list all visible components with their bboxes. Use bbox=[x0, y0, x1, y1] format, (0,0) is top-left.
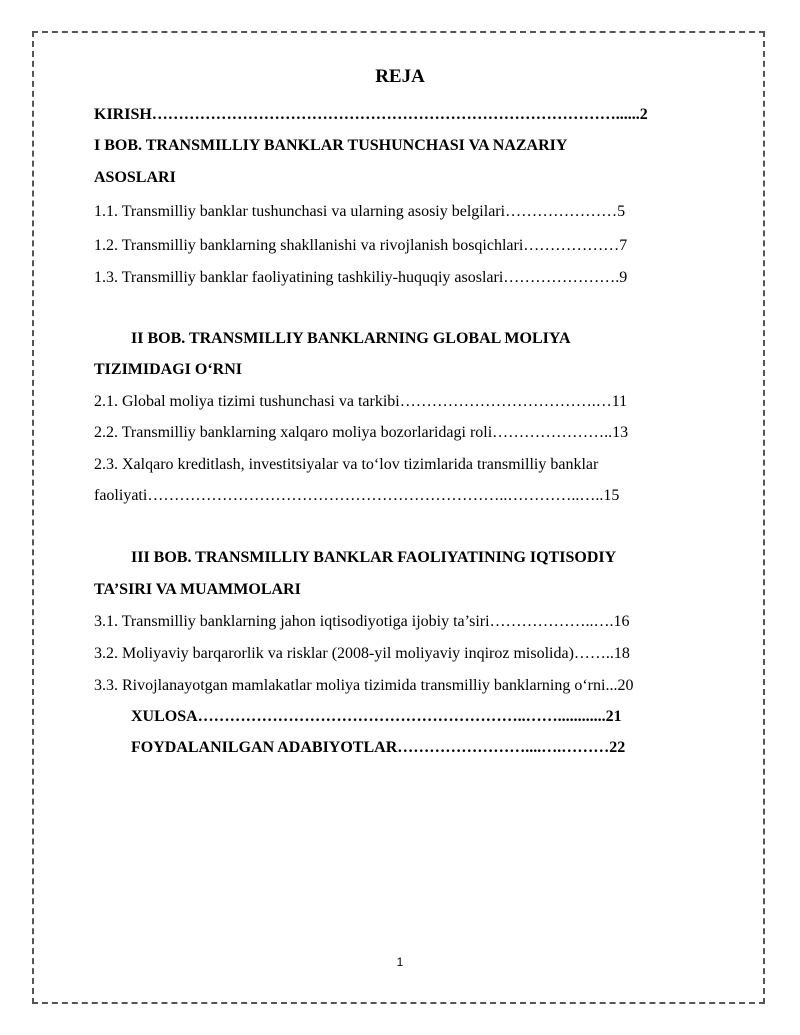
toc-section-1-3: 1.3. Transmilliy banklar faoliyatining tashkiliy-huquqiy asoslari………………….9 bbox=[94, 269, 628, 286]
chapter-1-title: I BOB. TRANSMILLIY BANKLAR TUSHUNCHASI VA NAZARIY bbox=[94, 137, 568, 154]
toc-section-2-2: 2.2. Transmilliy banklarning xalqaro moliya bozorlaridagi roli…………………..13 bbox=[94, 424, 629, 441]
toc-section-3-2: 3.2. Moliyaviy barqarorlik va risklar (2008-yil moliyaviy inqiroz misolida)……..18 bbox=[94, 645, 630, 662]
document-title: REJA bbox=[375, 66, 425, 87]
toc-section-1-2: 1.2. Transmilliy banklarning shakllanishi va rivojlanish bosqichlari………………7 bbox=[94, 237, 628, 254]
toc-section-2-3-continued: faoliyati…………………………………………………………..…………..…..15 bbox=[94, 487, 620, 504]
toc-section-3-3: 3.3. Rivojlanayotgan mamlakatlar moliya tizimida transmilliy banklarning o‘rni...20 bbox=[94, 677, 634, 694]
chapter-3-title-continued: TA’SIRI VA MUAMMOLARI bbox=[94, 581, 301, 598]
toc-conclusion: XULOSA……………………………………………………..……............21 bbox=[131, 708, 622, 725]
toc-references: FOYDALANILGAN ADABIYOTLAR……………………....….………22 bbox=[131, 739, 626, 756]
toc-section-3-1: 3.1. Transmilliy banklarning jahon iqtisodiyotiga ijobiy ta’siri………………..….16 bbox=[94, 613, 630, 630]
toc-section-1-1: 1.1. Transmilliy banklar tushunchasi va ularning asosiy belgilari…………………5 bbox=[94, 203, 626, 220]
chapter-3-title: III BOB. TRANSMILLIY BANKLAR FAOLIYATINING IQTISODIY bbox=[131, 549, 617, 566]
toc-section-2-1: 2.1. Global moliya tizimi tushunchasi va tarkibi……………………………….…11 bbox=[94, 393, 628, 410]
chapter-2-title-continued: TIZIMIDAGI O‘RNI bbox=[94, 361, 243, 378]
page-number: 1 bbox=[396, 955, 404, 969]
toc-intro: KIRISH……………………………………………………………………………......2 bbox=[94, 106, 648, 123]
toc-section-2-3: 2.3. Xalqaro kreditlash, investitsiyalar va to‘lov tizimlarida transmilliy banklar bbox=[94, 456, 599, 473]
chapter-2-title: II BOB. TRANSMILLIY BANKLARNING GLOBAL MOLIYA bbox=[131, 330, 571, 347]
chapter-1-title-continued: ASOSLARI bbox=[94, 169, 176, 186]
